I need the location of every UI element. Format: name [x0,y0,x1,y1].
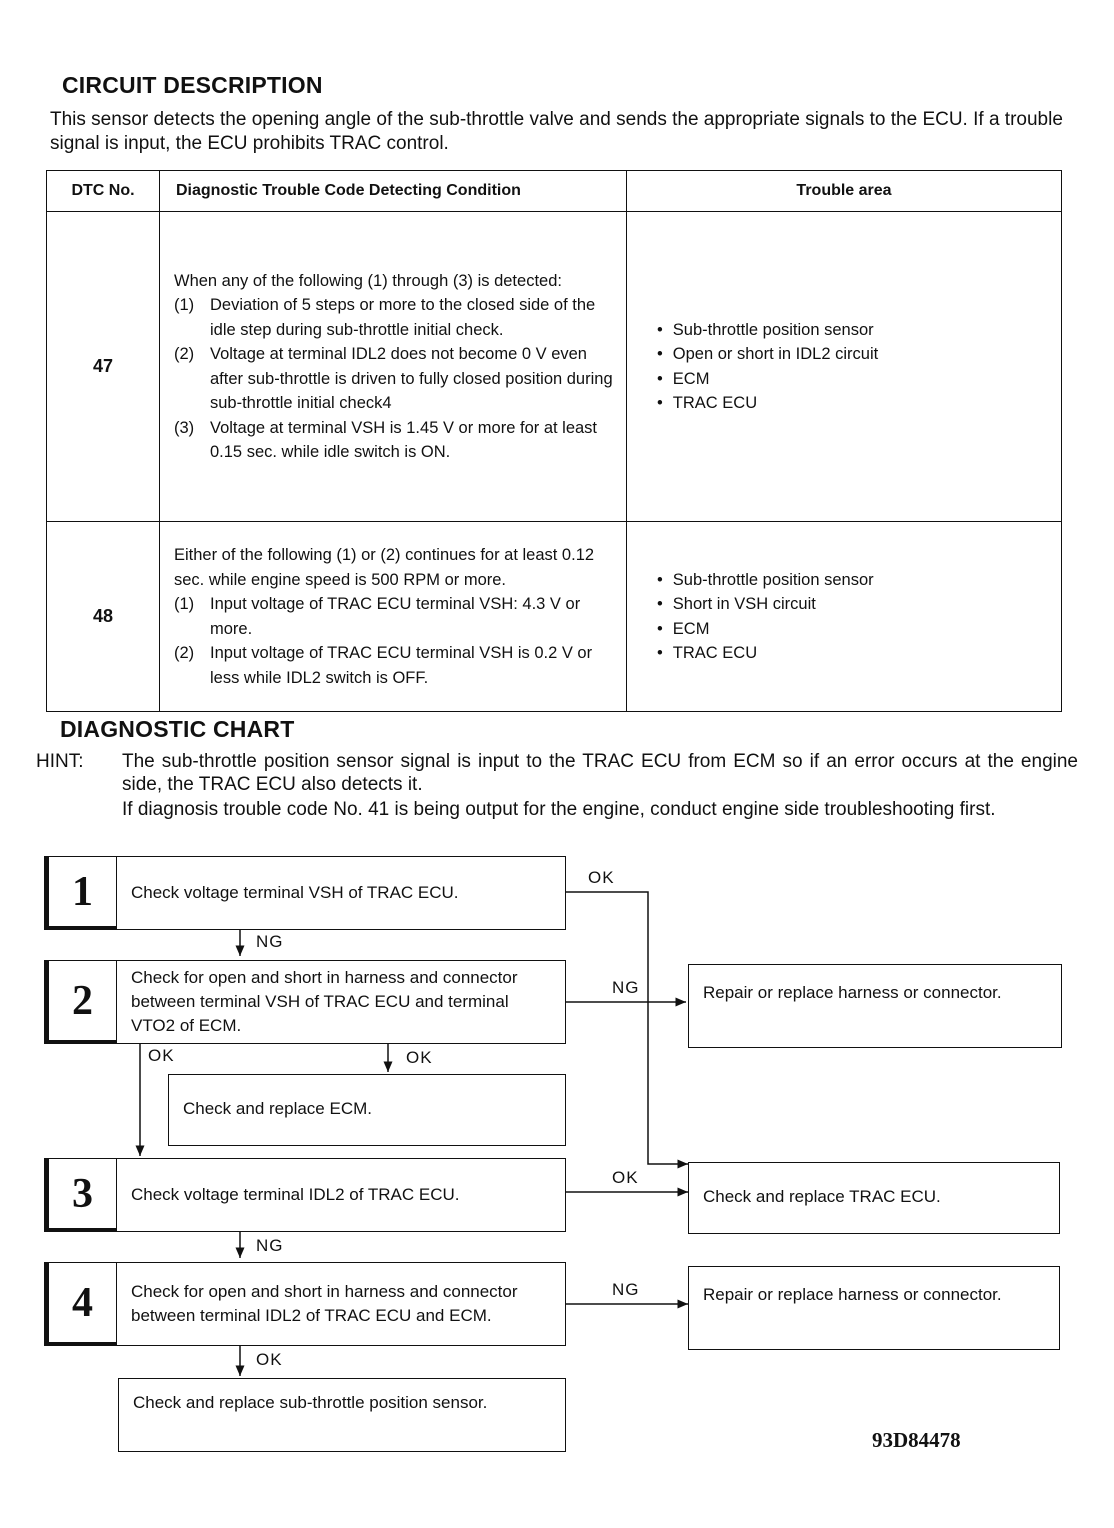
item-text: Deviation of 5 steps or more to the closed side of the idle step during sub-throttle initial check. [210,296,596,339]
dtc-number: 47 [47,212,160,522]
step-text: Check for open and short in harness and connector between terminal IDL2 of TRAC ECU and ECM. [131,1282,518,1325]
item-text: Voltage at terminal IDL2 does not become 0 V even after sub-throttle is driven to fully closed position during sub-throttle initial check4 [210,345,613,412]
label-ng: NG [612,978,640,997]
trouble-area-item: • ECM [657,617,1060,642]
replace-ecm-box: Check and replace ECM. [168,1074,566,1146]
dtc-number: 48 [47,522,160,712]
label-ng: NG [256,932,284,951]
header-dtc-no: DTC No. [47,171,160,212]
circuit-heading: CIRCUIT DESCRIPTION [62,72,323,98]
label-ok: OK [256,1350,283,1369]
item-number: (1) [174,595,195,613]
step-text: Check voltage terminal VSH of TRAC ECU. [131,883,459,902]
trouble-area-item: • Sub-throttle position sensor [657,568,1060,593]
hint-label: HINT: [36,751,84,772]
repair-harness-box-1: Repair or replace harness or connector. [688,964,1062,1048]
condition-intro: When any of the following (1) through (3) is detected: [174,271,562,290]
trouble-area-item: • Sub-throttle position sensor [657,318,1060,343]
step-3 [44,1158,566,1232]
step-4 [44,1262,566,1346]
step-number: 4 [45,1263,117,1345]
step-number: 2 [45,961,117,1043]
diagnostic-heading: DIAGNOSTIC CHART [60,716,295,742]
item-text: Voltage at terminal VSH is 1.45 V or more for at least 0.15 sec. while idle switch is ON. [210,418,598,461]
step-2 [44,960,566,1044]
item-text: Input voltage of TRAC ECU terminal VSH is 0.2 V or less while IDL2 switch is OFF. [210,644,593,687]
item-number: (2) [174,345,195,363]
label-ng: NG [256,1236,284,1255]
item-text: Input voltage of TRAC ECU terminal VSH: 4.3 V or more. [210,595,581,638]
circuit-description: This sensor detects the opening angle of the sub-throttle valve and sends the appropriate signals to the ECU. If a trouble signal is input, the ECU prohibits TRAC control. [50,109,1063,154]
item-number: (3) [174,418,195,437]
replace-sensor-box: Check and replace sub-throttle position sensor. [118,1378,566,1452]
step-number: 3 [45,1159,117,1231]
trouble-area-item: • TRAC ECU [657,391,1060,416]
condition-intro: Either of the following (1) or (2) continues for at least 0.12 sec. while engine speed is 500 RPM or more. [174,546,595,589]
step-number: 1 [45,857,117,929]
trouble-area-item: • Open or short in IDL2 circuit [657,342,1060,367]
figure-code: 93D84478 [872,1428,961,1452]
replace-trac-ecu-box: Check and replace TRAC ECU. [688,1162,1060,1234]
trouble-area-item: • ECM [657,367,1060,392]
header-condition: Diagnostic Trouble Code Detecting Condition [160,171,627,212]
label-ng: NG [612,1280,640,1299]
step-1 [44,856,566,930]
step-text: Check voltage terminal IDL2 of TRAC ECU. [131,1185,460,1204]
step-text: Check for open and short in harness and connector between terminal VSH of TRAC ECU and terminal VTO2 of ECM. [131,968,518,1035]
trouble-area-item: • Short in VSH circuit [657,592,1060,617]
hint-text-2: If diagnosis trouble code No. 41 is being output for the engine, conduct engine side troubleshooting first. [122,799,996,820]
trouble-area-item: • TRAC ECU [657,641,1060,666]
repair-harness-box-2: Repair or replace harness or connector. [688,1266,1060,1350]
item-number: (2) [174,644,195,662]
item-number: (1) [174,296,195,314]
hint-text-1: The sub-throttle position sensor signal is input to the TRAC ECU from ECM so if an error occurs at the engine side, the TRAC ECU also detects it. [122,751,1078,795]
label-ok: OK [148,1046,175,1065]
label-ok: OK [588,868,615,887]
label-ok: OK [612,1168,639,1187]
header-trouble-area: Trouble area [627,171,1062,212]
label-ok: OK [406,1048,433,1067]
